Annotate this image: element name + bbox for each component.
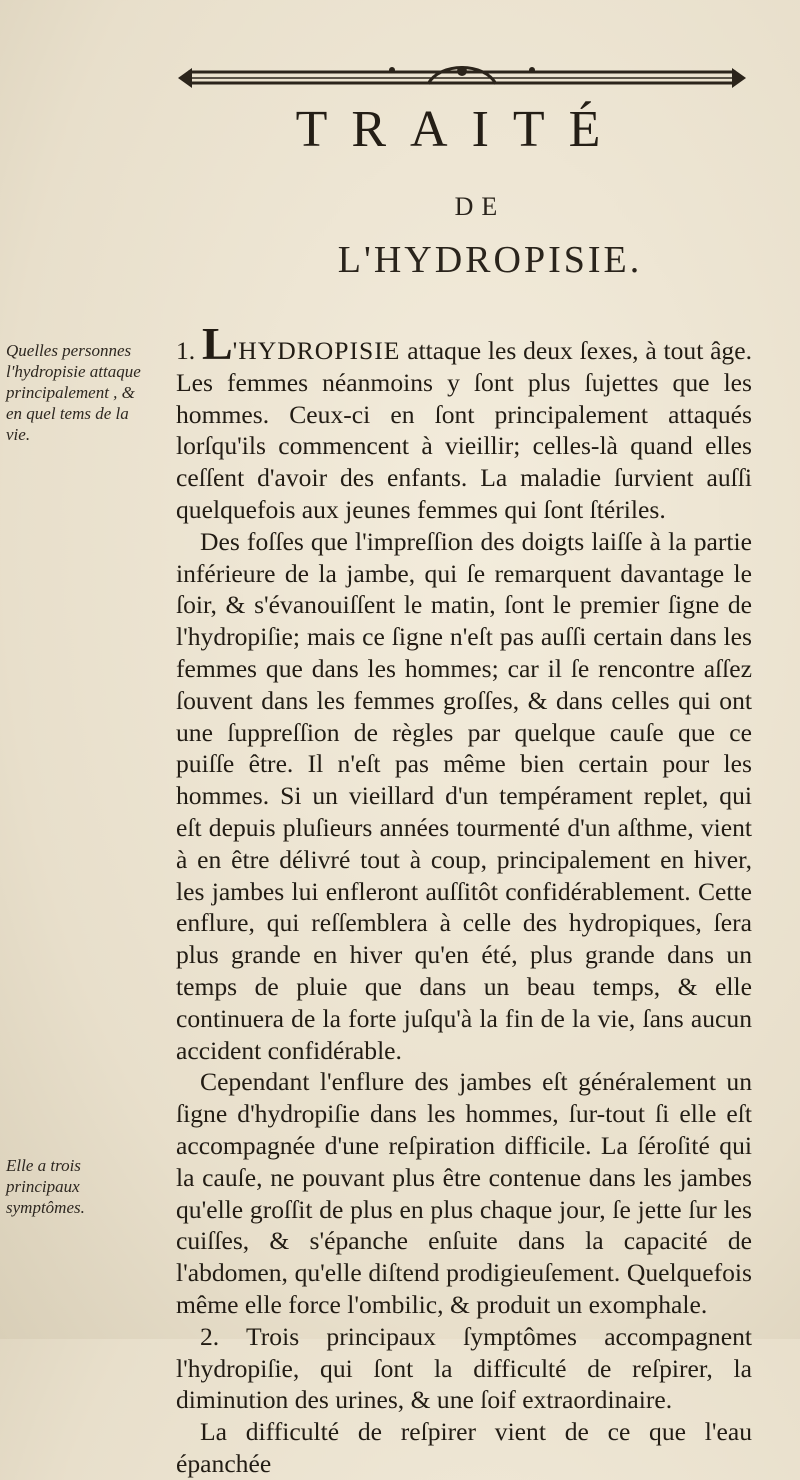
small-caps-word: 'HYDROPISIE — [232, 336, 401, 365]
drop-cap: L — [201, 318, 233, 369]
title-connector: DE — [454, 192, 506, 221]
paragraph-1 — [176, 318, 752, 526]
paragraph-text: attaque les deux ſexes, à tout âge. Les femmes néanmoins y ſont plus ſujettes que les hommes. Ceux-ci en ſont principalement attaqués lorſqu'ils commencent à vieillir; celles-là quand elles ceſſent d'avoir des enfants. La maladie ſurvient auſſi quelquefois aux jeunes femmes qui ſont ſtériles. — [176, 336, 752, 524]
page-subtitle: L'HYDROPISIE. — [337, 239, 643, 281]
main-text — [176, 318, 752, 1480]
paragraph-4 — [176, 1321, 752, 1416]
paragraph-2: Des foſſes que l'impreſſion des doigts laiſſe à la partie inférieure de la jambe, qui ſe remarquent davantage le ſoir, & s'évanouiſſent le matin, ſont le premier ſigne de l'hydropiſie; mais ce ſigne n'eſt pas auſſi certain dans les femmes que dans les hommes; car il ſe rencontre aſſez ſouvent dans les femmes groſſes, & dans celles qui ont une ſuppreſſion de règles par quelque cauſe que ce puiſſe être. Il n'eſt pas même bien certain pour les hommes. Si un vieillard d'un tempérament replet, qui eſt depuis pluſieurs années tourmenté d'un aſthme, vient à en être délivré tout à coup, principalement en hiver, les jambes lui enfleront auſſitôt confidérablement. Cette enflure, qui reſſemblera à celle des hydropiques, ſera plus grande en hiver qu'en été, plus grande dans un temps de pluie que dans un beau temps, & elle continuera de la forte juſqu'à la fin de la vie, ſans aucun accident confidérable. — [176, 526, 752, 1065]
page-title: TRAITÉ — [295, 101, 625, 158]
paragraph-3: Cependant l'enflure des jambes eſt généralement un ſigne d'hydropiſie dans les hommes, ſur-tout ſi elle eſt accompagnée d'une reſpiration difficile. La ſéroſité qui la cauſe, ne pouvant plus être contenue dans les jambes qu'elle groſſit de plus en plus chaque jour, ſe jette ſur les cuiſſes, & s'épanche enſuite dans la capacité de l'abdomen, qu'elle diſtend prodigieuſement. Quelquefois même elle force l'ombilic, & produit un exomphale. — [176, 1067, 752, 1319]
margin-note-2: Elle a trois principaux symptômes. — [6, 1156, 85, 1217]
margin-note-1: Quelles personnes l'hydropisie attaque principalement , & en quel tems de la vie. — [6, 341, 141, 444]
paragraph-5: La difficulté de reſpirer vient de ce que l'eau épanchée — [176, 1417, 752, 1478]
paragraph-text: Trois principaux ſymptômes accompagnent l'hydropiſie, qui ſont la difficulté de reſpirer, la diminution des urines, & une ſoif extraordinaire. — [176, 1321, 752, 1415]
paragraph-number: 1. — [176, 336, 196, 365]
header-ornament — [178, 62, 746, 92]
paragraph-number: 2. — [200, 1321, 220, 1351]
